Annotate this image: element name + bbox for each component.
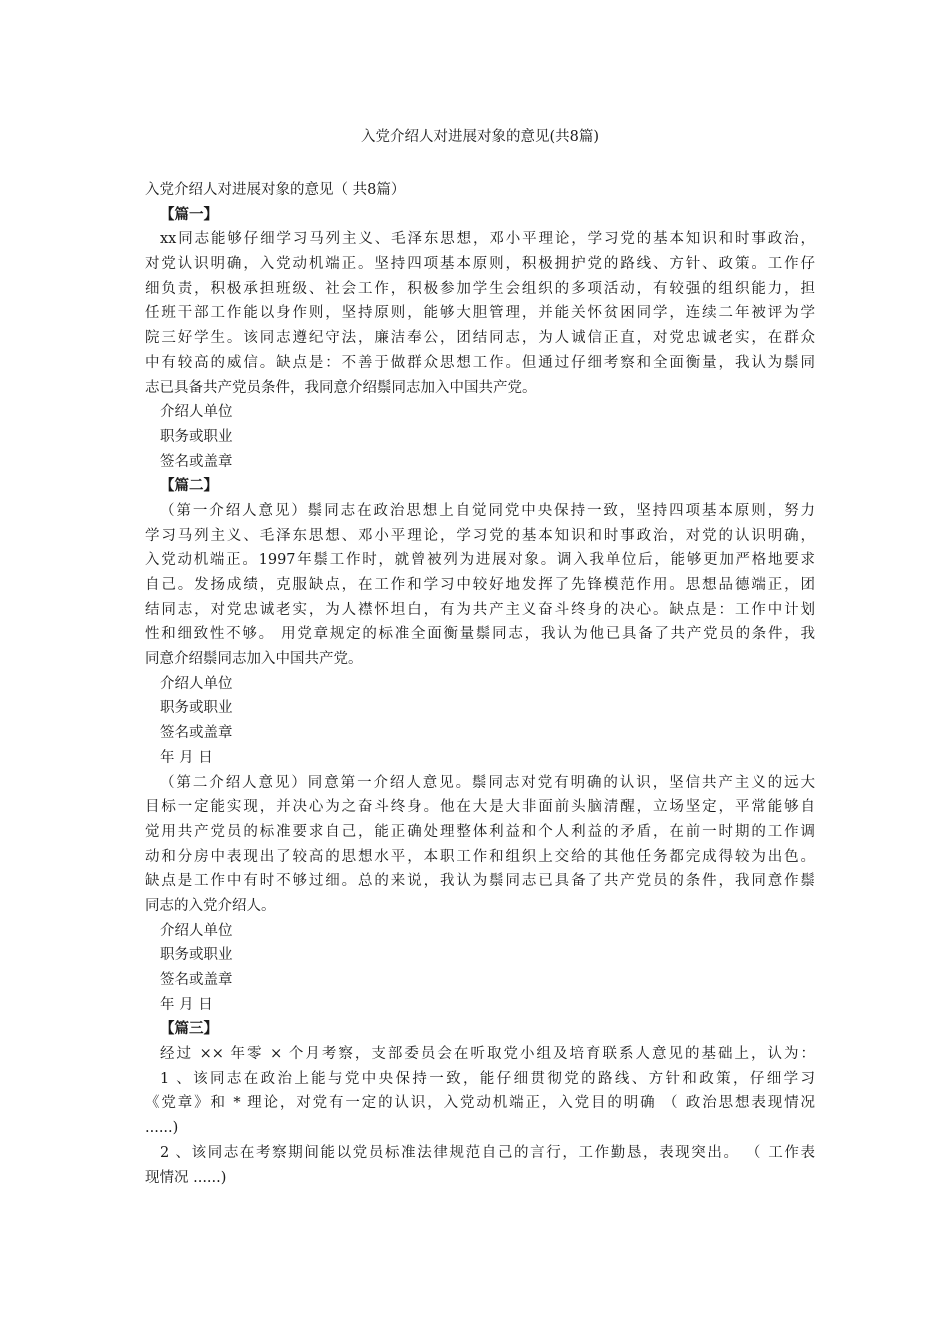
paragraph-line: 觉用共产党员的标准要求自己，能正确处理整体利益和个人利益的矛盾，在前一时期的工作调 (145, 823, 815, 840)
paragraph-line: 介绍人单位 (160, 922, 233, 939)
paragraph-line: 动和分房中表现出了较高的思想水平，本职工作和组织上交给的其他任务都完成得较为出色。 (145, 848, 815, 865)
paragraph-line: 结同志，对党忠诚老实，为人襟怀坦白，有为共产主义奋斗终身的决心。缺点是：工作中计划 (145, 601, 815, 618)
paragraph-line: 年 月 日 (160, 749, 213, 766)
paragraph-line: 学习马列主义、毛泽东思想、邓小平理论，学习党的基本知识和时事政治，对党的认识明确， (145, 527, 815, 544)
paragraph-line: 中有较高的威信。缺点是：不善于做群众思想工作。但通过仔细考察和全面衡量，我认为鬃同 (145, 354, 815, 371)
section-heading: 【篇二】 (160, 477, 218, 495)
paragraph-line: 经过 ×× 年零 × 个月考察，支部委员会在听取党小组及培育联系人意见的基础上，认为： (160, 1046, 815, 1063)
paragraph-line: （第二介绍人意见）同意第一介绍人意见。鬃同志对党有明确的认识，坚信共产主义的远大 (160, 774, 815, 791)
paragraph-line: 志已具备共产党员条件，我同意介绍鬃同志加入中国共产党。 (145, 379, 537, 396)
document-title: 入党介绍人对进展对象的意见(共8篇) (360, 129, 600, 145)
paragraph-line: 任班干部工作能以身作则，坚持原则，能够大胆管理，并能关怀贫困同学，连续二年被评为学 (145, 305, 815, 322)
paragraph-line: 职务或职业 (160, 700, 233, 717)
paragraph-line: 1 、该同志在政治上能与党中央保持一致，能仔细贯彻党的路线、方针和政策，仔细学习 (160, 1070, 815, 1087)
paragraph-line: 细负责，积极承担班级、社会工作，积极参加学生会组织的多项活动，有较强的组织能力，担 (145, 280, 815, 297)
section-heading: 【篇三】 (160, 1020, 218, 1038)
paragraph-line: 签名或盖章 (160, 725, 233, 742)
paragraph-line: 入党动机端正。1997年鬃工作时，就曾被列为进展对象。调入我单位后，能够更加严格地要求 (145, 552, 815, 569)
document-body (145, 178, 815, 1190)
paragraph-line: ......) (145, 1120, 179, 1137)
paragraph-line: 入党介绍人对进展对象的意见（ 共8篇） (145, 182, 406, 198)
paragraph-line: 自己。发扬成绩，克服缺点，在工作和学习中较好地发挥了先锋模范作用。思想品德端正，团 (145, 577, 815, 593)
paragraph-line: 介绍人单位 (160, 404, 233, 421)
paragraph-line: 签名或盖章 (160, 453, 233, 470)
paragraph-line: 现情况 ......) (145, 1169, 227, 1186)
paragraph-line: 职务或职业 (160, 428, 233, 445)
paragraph-line: 《党章》和 * 理论，对党有一定的认识，入党动机端正，入党目的明确 （ 政治思想表现情况 (145, 1095, 815, 1112)
paragraph-line: 同意介绍鬃同志加入中国共产党。 (145, 651, 363, 668)
paragraph-line: 缺点是工作中有时不够过细。总的来说，我认为鬃同志已具备了共产党员的条件，我同意作鬃 (145, 873, 815, 890)
paragraph-line: 性和细致性不够。 用党章规定的标准全面衡量鬃同志，我认为他已具备了共产党员的条件，我 (145, 626, 815, 643)
section-heading: 【篇一】 (160, 205, 218, 223)
paragraph-line: 同志的入党介绍人。 (145, 897, 276, 914)
paragraph-line: 签名或盖章 (160, 972, 233, 988)
paragraph-line: （第一介绍人意见）鬃同志在政治思想上自觉同党中央保持一致，坚持四项基本原则，努力 (160, 502, 815, 519)
paragraph-line: 院三好学生。该同志遵纪守法，廉洁奉公，团结同志，为人诚信正直，对党忠诚老实，在群众 (145, 330, 815, 347)
paragraph-line: 2 、该同志在考察期间能以党员标准法律规范自己的言行，工作勤恳，表现突出。 （ 工作表 (160, 1144, 815, 1161)
paragraph-line: 年 月 日 (160, 996, 213, 1013)
paragraph-line: 目标一定能实现，并决心为之奋斗终身。他在大是大非面前头脑清醒，立场坚定，平常能够自 (145, 799, 815, 816)
paragraph-line: 职务或职业 (160, 947, 233, 964)
paragraph-line: 介绍人单位 (160, 675, 233, 692)
paragraph-line: 对党认识明确，入党动机端正。坚持四项基本原则，积极拥护党的路线、方针、政策。工作仔 (145, 256, 815, 273)
paragraph-line: xx同志能够仔细学习马列主义、毛泽东思想，邓小平理论，学习党的基本知识和时事政治， (160, 231, 815, 248)
